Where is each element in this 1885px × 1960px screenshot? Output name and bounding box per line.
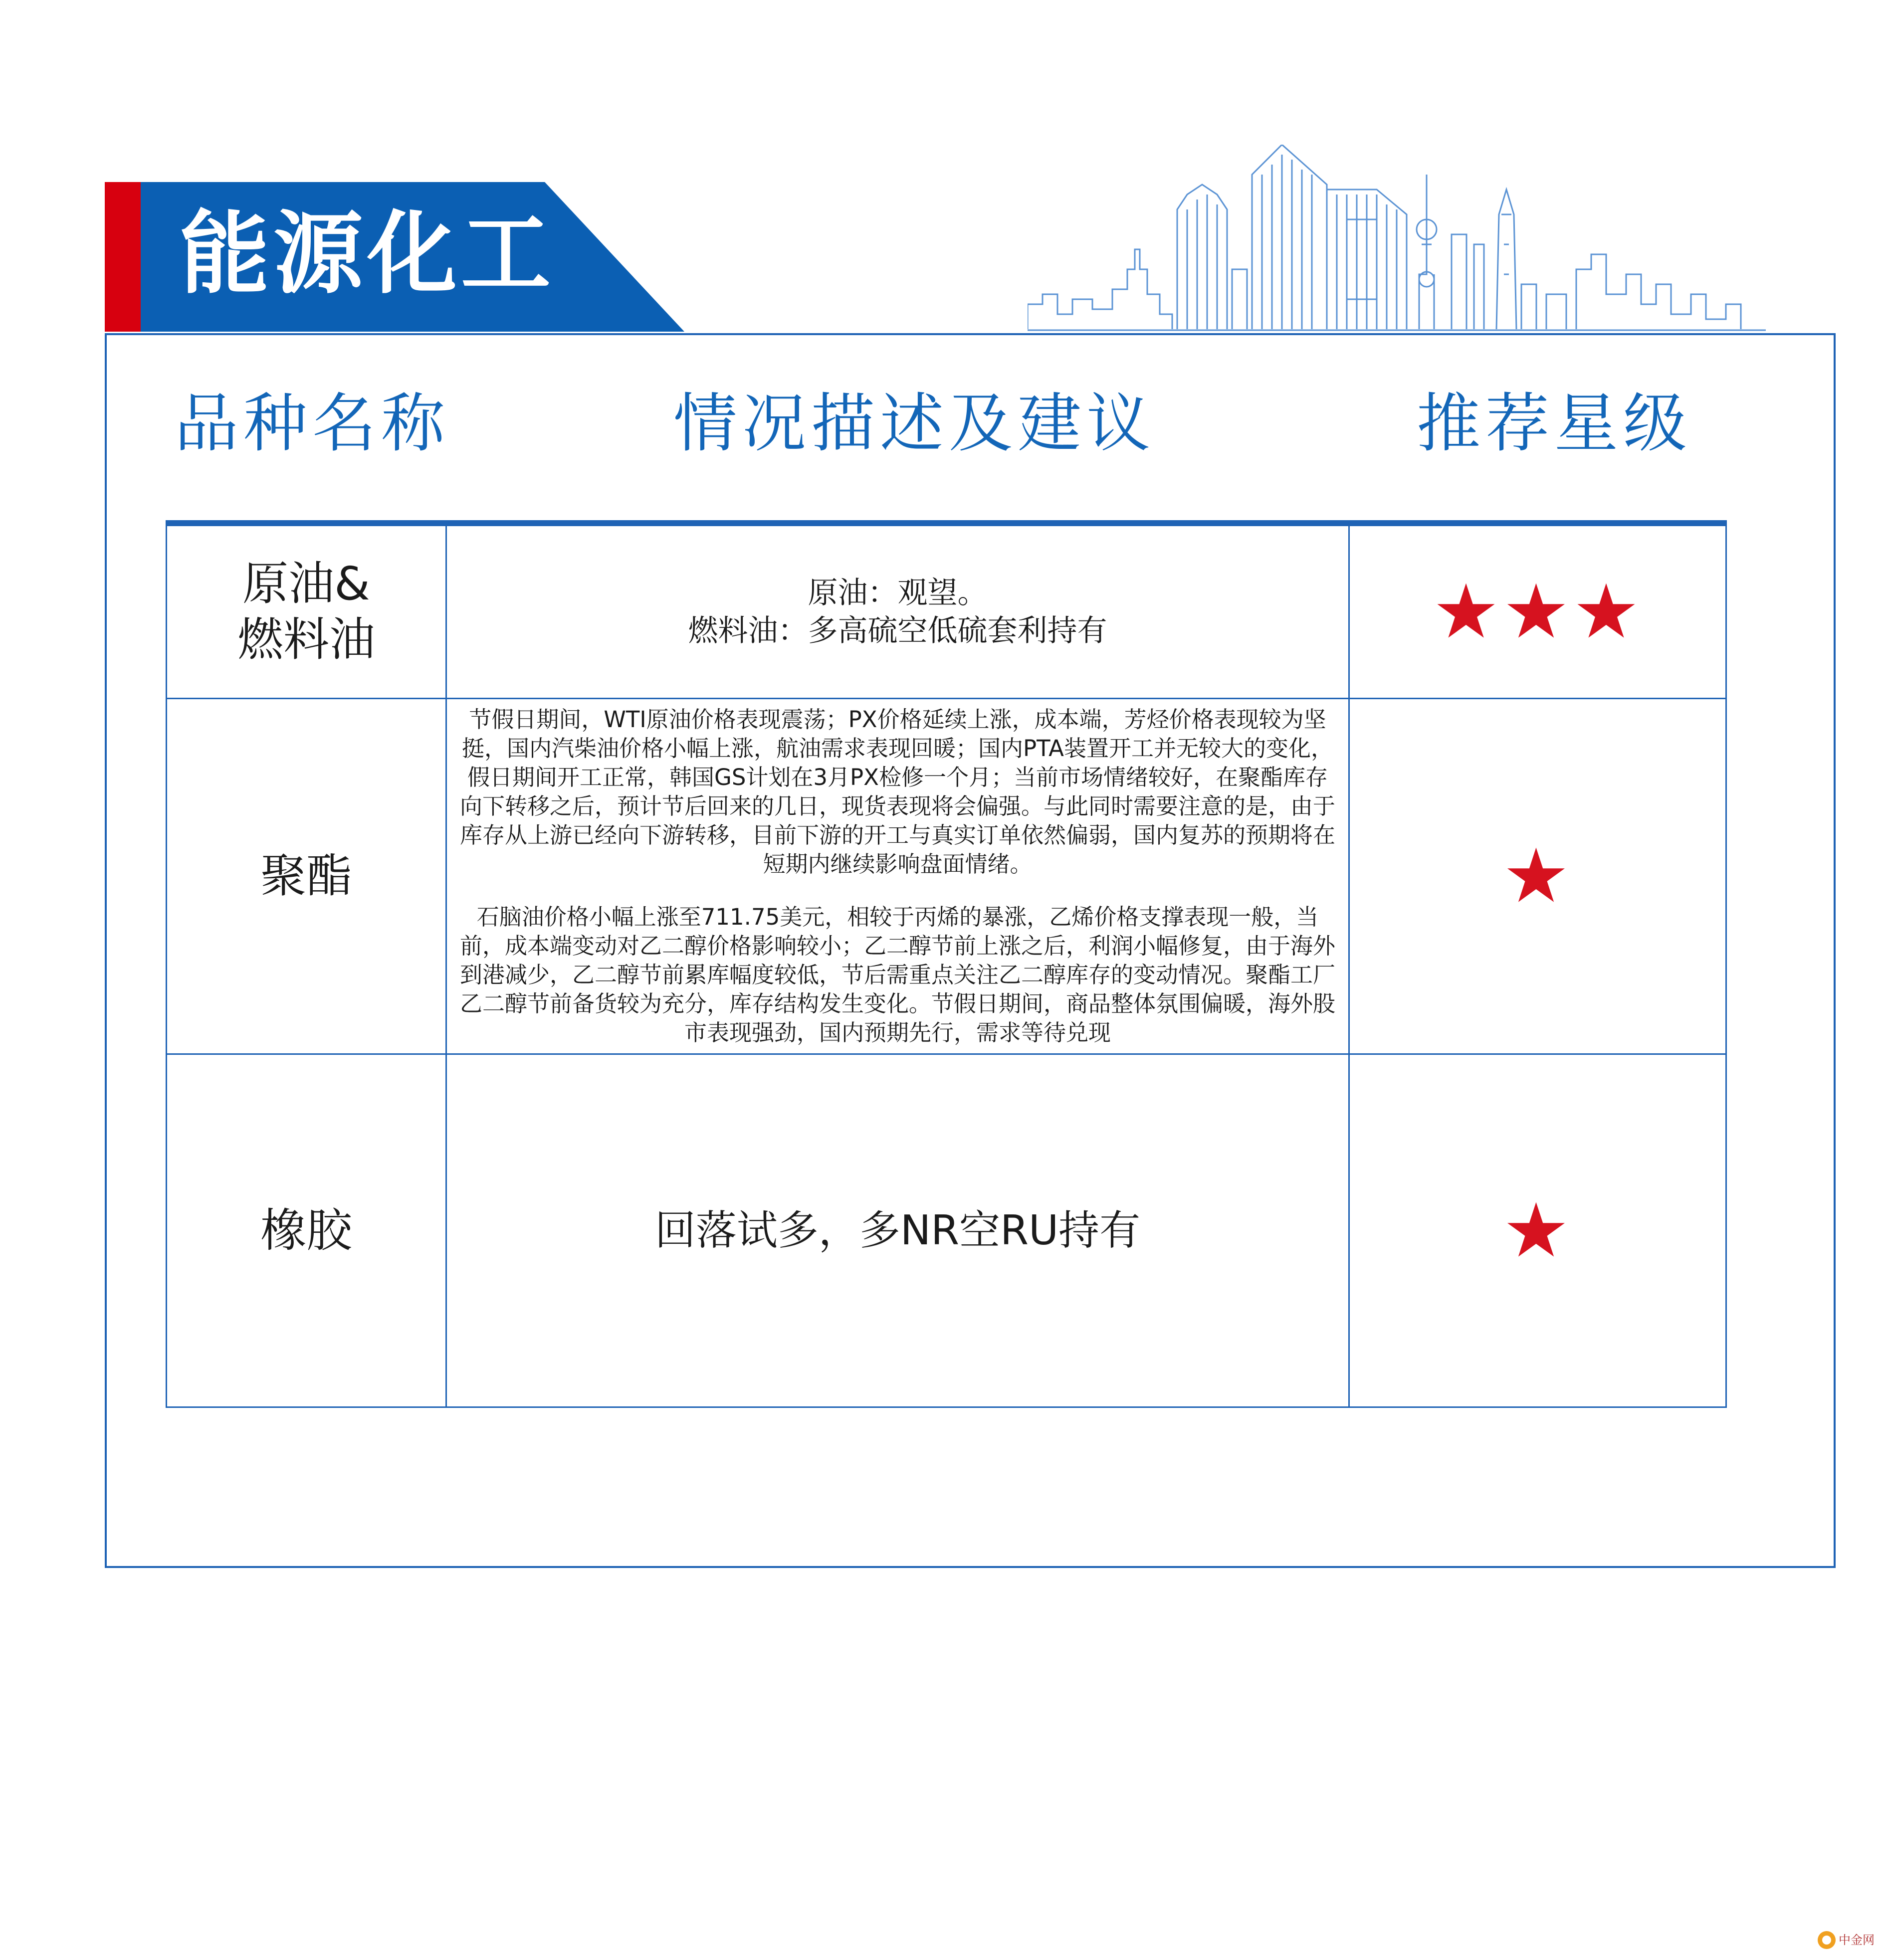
city-skyline-illustration: [1028, 145, 1766, 332]
row-crude-oil-description: [447, 526, 1348, 698]
star-rating: ★: [1502, 833, 1573, 920]
banner-red-tab: [105, 182, 141, 332]
watermark-text: 中金网: [1839, 1933, 1875, 1947]
row-rubber-name: 橡胶: [260, 1203, 352, 1257]
description-line: 燃料油：多高硫空低硫套利持有: [688, 613, 1107, 648]
description-paragraph: 节假日期间，WTI原油价格表现震荡；PX价格延续上涨，成本端，芳烃价格表现较为坚挺，国内汽柴油价格小幅上涨，航油需求表现回暖；国内PTA装置开工并无较大的变化，假日期间开工正常，韩国GS计划在3月PX检修一个月；当前市场情绪较好，在聚酯库存向下转移之后，预计节后回来的几日，现货表现将会偏强。与此同时需要注意的是，由于库存从上游已经向下游转移，目前下游的开工与真实订单依然偏弱，国内复苏的预期将在短期内继续影响盘面情绪。: [459, 706, 1335, 877]
row-rubber-description: 回落试多，多NR空RU持有: [654, 1206, 1141, 1254]
row-crude-oil-name: 原油& 燃料油: [237, 557, 375, 666]
header-rating: 推荐星级: [1417, 387, 1692, 461]
header-description: 情况描述及建议: [673, 387, 1156, 461]
section-title: 能源化工: [180, 202, 555, 306]
row-polyester-name: 聚酯: [260, 849, 352, 903]
row-polyester-description: [447, 699, 1348, 1053]
watermark-logo: [1816, 1925, 1881, 1955]
star-rating: ★: [1502, 1187, 1573, 1274]
star-rating: ★★★: [1432, 569, 1643, 655]
description-paragraph: 石脑油价格小幅上涨至711.75美元，相较于丙烯的暴涨，乙烯价格支撑表现一般，当前，成本端变动对乙二醇价格影响较小；乙二醇节前上涨之后，利润小幅修复，由于海外到港减少，乙二醇节前累库幅度较低，节后需重点关注乙二醇库存的变动情况。聚酯工厂乙二醇节前备货较为充分，库存结构发生变化。节假日期间，商品整体氛围偏暖，海外股市表现强劲，国内预期先行，需求等待兑现: [459, 904, 1335, 1046]
header-variety-name: 品种名称: [175, 387, 450, 461]
description-line: 原油：观望。: [808, 576, 988, 610]
recommendation-table: [166, 520, 1727, 1408]
